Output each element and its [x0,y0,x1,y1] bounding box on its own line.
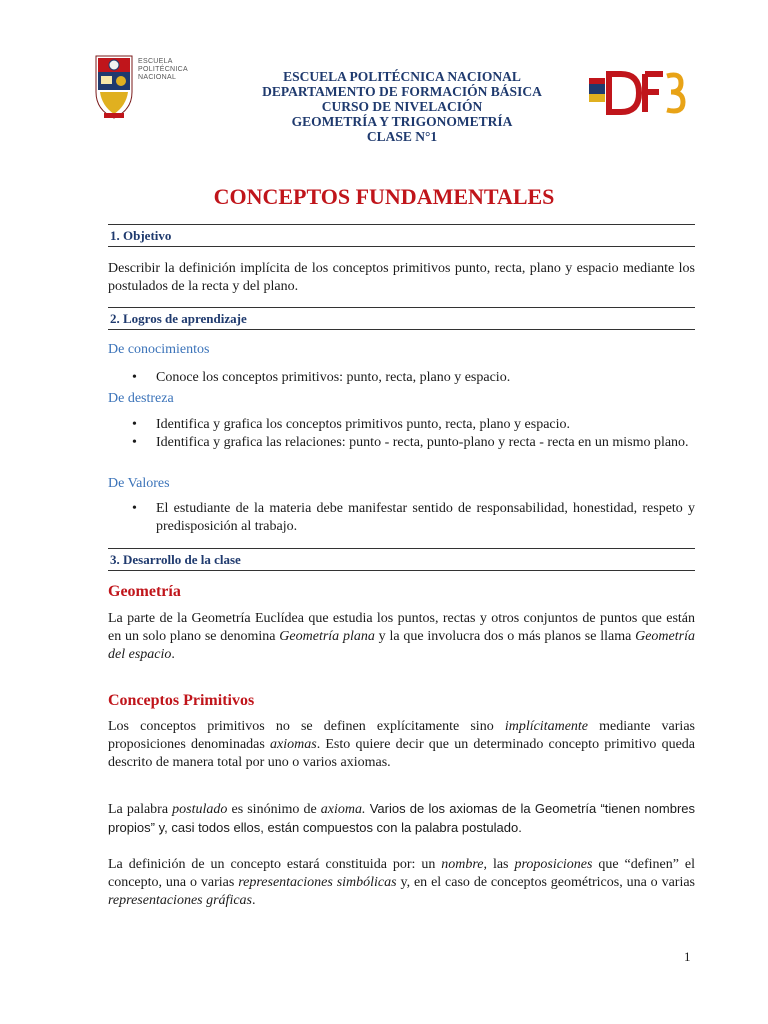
primitivos-paragraph-3: La definición de un concepto estará constituida por: un nombre, las proposiciones que “definen” el concepto, una o varias representaciones simbólicas y, en el caso de conceptos geométricos, una o varias representaciones gráficas. [108,857,695,908]
institution-header [222,69,582,144]
valores-label: De Valores [108,476,170,491]
section-desarrollo-header: 3. Desarrollo de la clase [108,548,695,571]
primitivos-paragraph-1: Los conceptos primitivos no se definen explícitamente sino implícitamente mediante varias proposiciones denominadas axiomas. Esto quiere decir que un determinado concepto primitivo queda descrito de manera total por uno o varios axiomas. [108,719,695,770]
header-line: GEOMETRÍA Y TRIGONOMETRÍA [291,114,513,129]
document-title: CONCEPTOS FUNDAMENTALES [213,184,555,209]
list-item: • Conoce los conceptos primitivos: punto, recta, plano y espacio. [132,370,511,385]
section-objetivo-header: 1. Objetivo [108,224,695,247]
section-logros-header: 2. Logros de aprendizaje [108,307,695,330]
geometria-heading: Geometría [108,583,181,600]
list-item: • Identifica y grafica los conceptos primitivos punto, recta, plano y espacio. [132,417,571,432]
epn-logo-text: ESCUELA POLITÉCNICA NACIONAL [138,58,188,81]
geometria-paragraph: La parte de la Geometría Euclídea que estudia los puntos, rectas y otros conjuntos de puntos que están en un solo plano se denomina Geometría plana y la que involucra dos o más planos se llama Geometría del espacio. [108,611,695,662]
bullet-icon: • [132,370,137,385]
header-line: CURSO DE NIVELACIÓN [321,99,483,114]
page-number: 1 [684,949,691,964]
list-item: • El estudiante de la materia debe manifestar sentido de responsabilidad, honestidad, respeto y predisposición al trabajo. [132,501,695,534]
destreza-label: De destreza [108,391,174,406]
dfb-logo [587,70,687,116]
bullet-icon: • [132,417,137,432]
header-line: CLASE N°1 [366,129,438,144]
header [92,52,692,152]
list-item: • Identifica y grafica las relaciones: punto - recta, punto-plano y recta - recta en un mismo plano. [132,435,689,450]
header-line: ESCUELA POLITÉCNICA NACIONAL [283,69,521,84]
header-line: DEPARTAMENTO DE FORMACIÓN BÁSICA [262,84,542,99]
conceptos-primitivos-heading: Conceptos Primitivos [108,692,255,709]
bullet-icon: • [132,435,137,450]
objetivo-paragraph: Describir la definición implícita de los conceptos primitivos punto, recta, plano y espacio mediante los postulados de la recta y del plano. [108,261,695,294]
primitivos-paragraph-2: La palabra postulado es sinónimo de axioma. Varios de los axiomas de la Geometría “tienen nombres propios” y, casi todos ellos, están compuestos con la palabra postulado. [108,801,696,835]
conocimientos-label: De conocimientos [108,342,210,357]
bullet-icon: • [132,501,137,516]
